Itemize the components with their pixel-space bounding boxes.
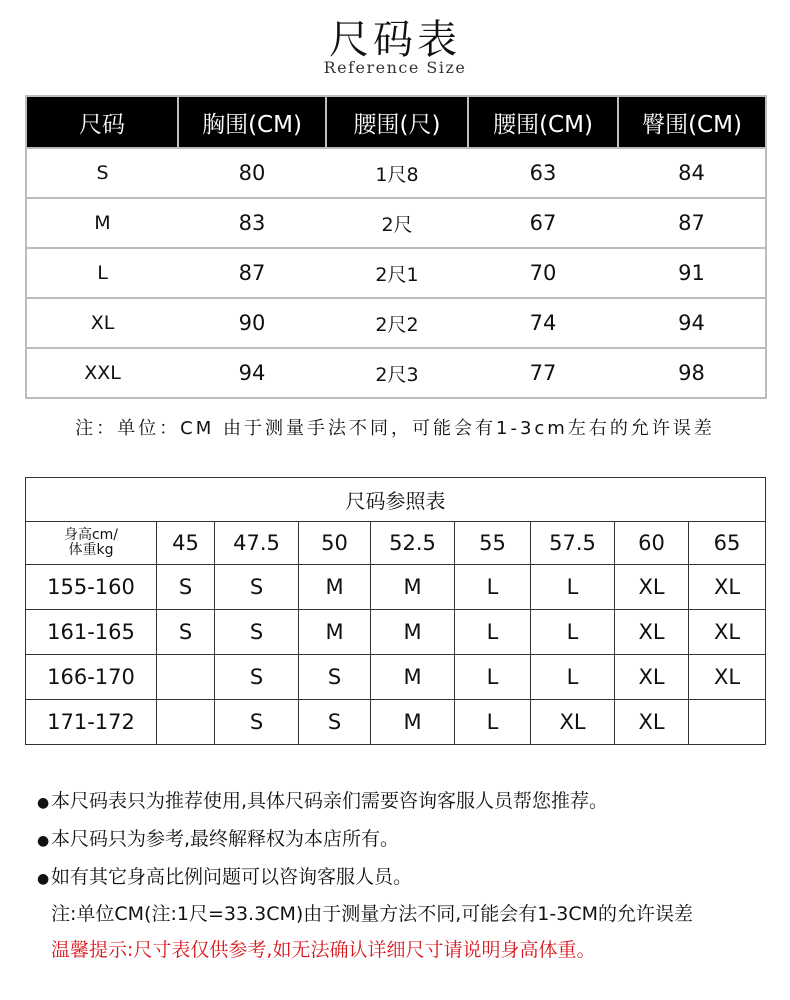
height-range: 166-170 [26,655,157,700]
weight-header: 60 [615,522,689,565]
size-cell: XL [615,565,689,610]
note-text: 如有其它身高比例问题可以咨询客服人员。 [51,866,413,888]
size-label: XXL [26,348,178,398]
size-reference-table [25,477,766,745]
table-row [26,700,766,745]
size-cell: S [299,700,371,745]
size-cell: L [455,655,531,700]
size-table [25,95,767,399]
hip-value: 94 [618,298,766,348]
chest-value: 87 [178,248,326,298]
chest-value: 90 [178,298,326,348]
table-row [26,198,766,248]
size-table-header [26,96,766,148]
bullet-icon: ● [37,871,50,887]
waist-chi-value: 2尺1 [326,248,468,298]
hip-value: 87 [618,198,766,248]
size-cell: S [215,700,299,745]
chest-value: 80 [178,148,326,198]
size-cell: XL [615,655,689,700]
height-range: 171-172 [26,700,157,745]
note-item [37,782,777,820]
size-cell: L [455,700,531,745]
header-hip: 臀围(CM) [618,96,766,148]
unit-note: 注:单位CM(注:1尺=33.3CM)由于测量方法不同,可能会有1-3CM的允许误差 [51,903,693,925]
page-subtitle: Reference Size [323,58,467,77]
size-cell: M [371,655,455,700]
table-row [26,248,766,298]
waist-cm-value: 67 [468,198,618,248]
weight-header: 57.5 [531,522,615,565]
size-cell: XL [615,610,689,655]
size-cell: XL [615,700,689,745]
note-item [37,858,777,896]
size-label: M [26,198,178,248]
size-cell: XL [689,655,766,700]
weight-header: 45 [157,522,215,565]
size-cell: M [371,700,455,745]
table-row [26,148,766,198]
weight-header: 52.5 [371,522,455,565]
size-cell: L [455,565,531,610]
weight-header: 47.5 [215,522,299,565]
table-row [26,298,766,348]
waist-cm-value: 74 [468,298,618,348]
size-cell: M [299,565,371,610]
header-waist-chi: 腰围(尺) [326,96,468,148]
size-cell: S [215,655,299,700]
note-text: 本尺码表只为推荐使用,具体尺码亲们需要咨询客服人员帮您推荐。 [51,790,609,812]
header-size: 尺码 [26,96,178,148]
hip-value: 91 [618,248,766,298]
waist-chi-value: 2尺2 [326,298,468,348]
header-chest: 胸围(CM) [178,96,326,148]
header-waist-cm: 腰围(CM) [468,96,618,148]
size-cell: XL [531,700,615,745]
weight-header: 50 [299,522,371,565]
table-row [26,565,766,610]
page-title: 尺码表 [329,17,461,63]
weight-header: 65 [689,522,766,565]
size-cell: M [371,565,455,610]
bullet-icon: ● [37,795,50,811]
size-cell: M [371,610,455,655]
corner-weight-label: 体重kg [68,542,114,558]
size-cell: XL [689,610,766,655]
size-label: S [26,148,178,198]
size-cell: L [531,655,615,700]
weight-header: 55 [455,522,531,565]
waist-cm-value: 70 [468,248,618,298]
height-range: 155-160 [26,565,157,610]
waist-chi-value: 2尺 [326,198,468,248]
size-cell [689,700,766,745]
size-cell: M [299,610,371,655]
size-cell: S [299,655,371,700]
bullet-icon: ● [37,833,50,849]
note-text: 本尺码只为参考,最终解释权为本店所有。 [51,828,400,850]
table-row [26,655,766,700]
size-cell: S [215,610,299,655]
size-cell: L [455,610,531,655]
size-label: L [26,248,178,298]
size-cell: L [531,565,615,610]
size-cell: S [215,565,299,610]
size-cell [157,655,215,700]
waist-cm-value: 77 [468,348,618,398]
hip-value: 84 [618,148,766,198]
size-cell: S [157,610,215,655]
size-cell [157,700,215,745]
warning-note: 温馨提示:尺寸表仅供参考,如无法确认详细尺寸请说明身高体重。 [51,939,596,961]
hip-value: 98 [618,348,766,398]
notes-section [37,782,777,968]
table-row [26,610,766,655]
chest-value: 94 [178,348,326,398]
size-cell: S [157,565,215,610]
weight-header-row [26,522,766,565]
reference-table-caption: 尺码参照表 [26,478,766,522]
size-cell: XL [689,565,766,610]
corner-height-label: 身高cm/ [63,527,119,543]
measurement-note: 注：单位：CM 由于测量手法不同，可能会有1-3cm左右的允许误差 [75,418,715,439]
size-label: XL [26,298,178,348]
table-row [26,348,766,398]
chest-value: 83 [178,198,326,248]
size-cell: L [531,610,615,655]
waist-chi-value: 1尺8 [326,148,468,198]
waist-chi-value: 2尺3 [326,348,468,398]
height-weight-corner [26,522,157,565]
height-range: 161-165 [26,610,157,655]
waist-cm-value: 63 [468,148,618,198]
note-item [37,820,777,858]
